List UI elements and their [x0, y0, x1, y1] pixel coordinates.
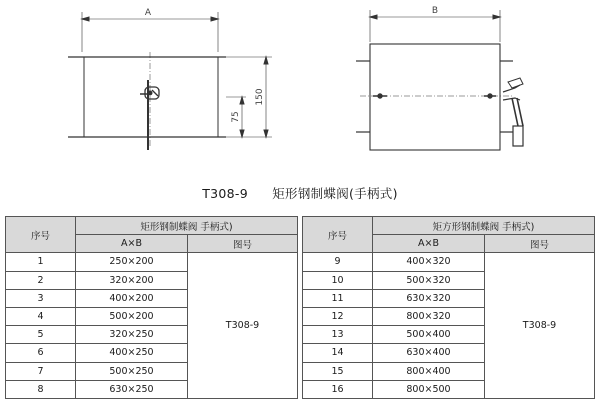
- group-header: 矩方形钢制蝶阀 手柄式): [373, 217, 595, 235]
- caption-title: 矩形钢制蝶阀(手柄式): [272, 186, 398, 201]
- row-number: 5: [6, 326, 76, 344]
- row-number: 14: [303, 344, 373, 362]
- row-size: 500×200: [76, 307, 188, 325]
- side-view: [356, 10, 523, 150]
- row-size: 500×400: [373, 326, 485, 344]
- row-number: 9: [303, 253, 373, 271]
- row-size: 630×320: [373, 289, 485, 307]
- row-size: 630×250: [76, 380, 188, 398]
- drawing-number: T308-9: [188, 253, 298, 399]
- row-number: 1: [6, 253, 76, 271]
- group-header: 矩形钢制蝶阀 手柄式): [76, 217, 298, 235]
- row-size: 500×250: [76, 362, 188, 380]
- row-size: 800×500: [373, 380, 485, 398]
- row-size: 250×200: [76, 253, 188, 271]
- dim-75-label: 75: [231, 111, 241, 123]
- row-number: 16: [303, 380, 373, 398]
- table-row: [303, 253, 595, 271]
- row-size: 400×320: [373, 253, 485, 271]
- row-number: 10: [303, 271, 373, 289]
- drawing-header: 图号: [485, 235, 595, 253]
- table-row: [6, 253, 298, 271]
- row-size: 800×320: [373, 307, 485, 325]
- row-number: 11: [303, 289, 373, 307]
- seq-header: 序号: [303, 217, 373, 253]
- size-header: A×B: [373, 235, 485, 253]
- right-spec-table: [302, 216, 595, 399]
- row-size: 400×250: [76, 344, 188, 362]
- drawing-number: T308-9: [485, 253, 595, 399]
- row-number: 6: [6, 344, 76, 362]
- row-size: 500×320: [373, 271, 485, 289]
- row-number: 3: [6, 289, 76, 307]
- front-view: [68, 12, 272, 150]
- row-number: 13: [303, 326, 373, 344]
- row-number: 4: [6, 307, 76, 325]
- row-number: 8: [6, 380, 76, 398]
- size-header: A×B: [76, 235, 188, 253]
- row-size: 630×400: [373, 344, 485, 362]
- drawing-header: 图号: [188, 235, 298, 253]
- caption-code: T308-9: [202, 186, 248, 201]
- row-size: 800×400: [373, 362, 485, 380]
- row-size: 320×200: [76, 271, 188, 289]
- dim-150-label: 150: [255, 88, 265, 106]
- row-number: 7: [6, 362, 76, 380]
- row-number: 2: [6, 271, 76, 289]
- dim-a-label: A: [144, 8, 152, 18]
- row-number: 15: [303, 362, 373, 380]
- dim-b-label: B: [431, 6, 439, 16]
- technical-drawing: [0, 0, 600, 180]
- row-size: 400×200: [76, 289, 188, 307]
- left-spec-table: [5, 216, 298, 399]
- seq-header: 序号: [6, 217, 76, 253]
- row-number: 12: [303, 307, 373, 325]
- row-size: 320×250: [76, 326, 188, 344]
- figure-caption: [0, 184, 600, 202]
